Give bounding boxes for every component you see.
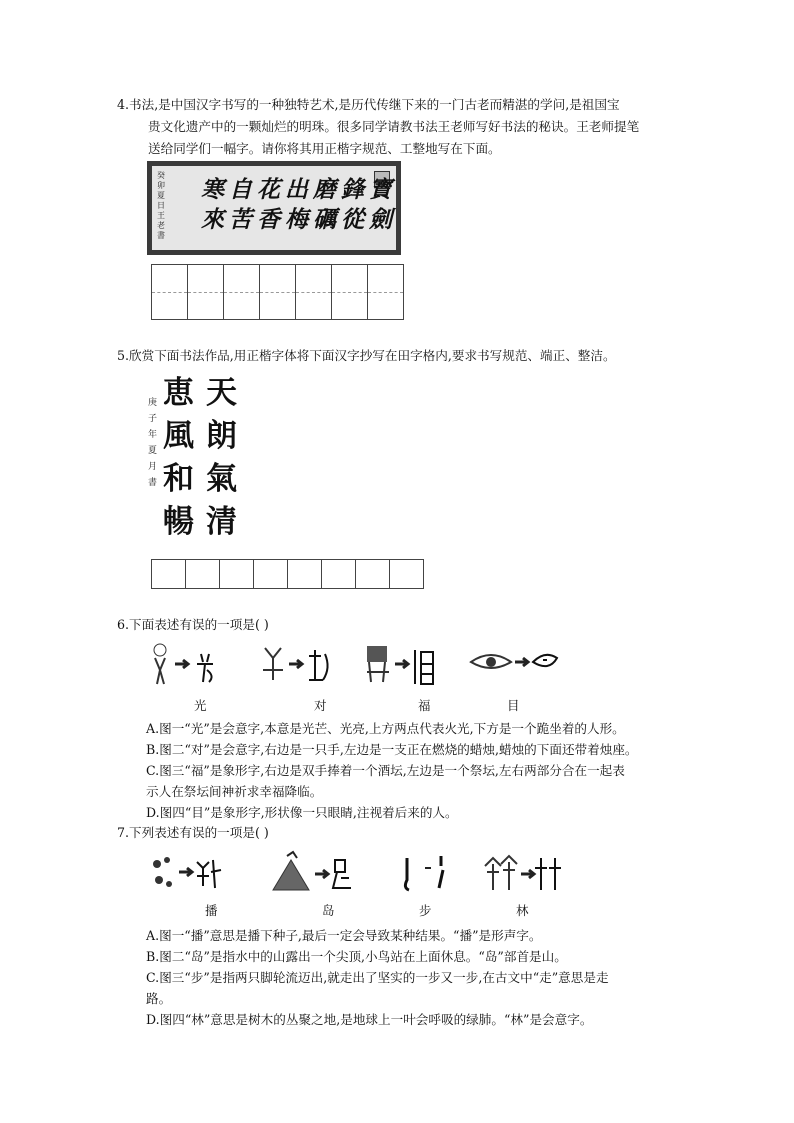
q6-option-d: D.图四“目”是象形字,形状像一只眼睛,注视着后来的人。 (146, 805, 458, 820)
q6-pictographs (145, 640, 565, 690)
grid-cell[interactable] (331, 264, 368, 320)
grid-cell[interactable] (287, 559, 322, 589)
q7-caption-4: 林 (516, 903, 529, 918)
calligraphy-column: 寳劍 (369, 176, 392, 233)
q4-text-line2: 贵文化遗产中的一颗灿烂的明珠。很多同学请教书法王老师写好书法的秘诀。王老师提笔 (148, 119, 640, 134)
q7-option-c-line2: 路。 (146, 991, 172, 1006)
q7-option-a: A.图一“播”意思是播下种子,最后一定会导致某种结果。“播”是形声字。 (146, 928, 542, 943)
calligraphy-artwork (147, 161, 401, 255)
grid-cell[interactable] (151, 264, 188, 320)
grid-cell[interactable] (223, 264, 260, 320)
q6-caption-2: 对 (314, 698, 327, 713)
q7-option-c-line1: C.图三“步”是指两只脚轮流迈出,就走出了坚实的一步又一步,在古文中“走”意思是走 (146, 970, 609, 985)
q4-text-line1: 4.书法,是中国汉字书写的一种独特艺术,是历代传继下来的一门古老而精湛的学问,是祖国宝 (117, 97, 620, 112)
eye-pictograph-icon (471, 655, 557, 668)
step-pictograph-icon (405, 856, 443, 890)
q5-column-left: 天朗氣清 (206, 375, 237, 540)
q5-text-line1: 5.欣赏下面书法作品,用正楷字体将下面汉字抄写在田字格内,要求书写规范、端正、整洁。 (117, 348, 616, 363)
grid-cell[interactable] (367, 264, 404, 320)
q7-option-d: D.图四“林”意思是树木的丛聚之地,是地球上一叶会呼吸的绿肺。“林”是会意字。 (146, 1012, 593, 1027)
grid-cell[interactable] (187, 264, 224, 320)
q7-caption-2: 岛 (322, 903, 335, 918)
blessing-pictograph-icon (367, 646, 433, 684)
grid-cell[interactable] (389, 559, 424, 589)
grid-cell[interactable] (185, 559, 220, 589)
q6-option-c-line1: C.图三“福”是象形字,右边是双手捧着一个酒坛,左边是一个祭坛,左右两部分合在一起表 (146, 763, 625, 778)
light-pictograph-icon (154, 644, 213, 684)
q6-caption-1: 光 (194, 698, 207, 713)
q4-text-line3: 送给同学们一幅字。请你将其用正楷字规范、工整地写在下面。 (148, 141, 501, 156)
pair-pictograph-icon (263, 648, 328, 680)
grid-cell[interactable] (295, 264, 332, 320)
calligraphy-column: 寒來 (201, 176, 224, 233)
calligraphy-column: 花香 (257, 176, 280, 233)
q6-caption-4: 目 (507, 698, 520, 713)
q6-option-b: B.图二“对”是会意字,右边是一只手,左边是一支正在燃烧的蜡烛,蜡烛的下面还带着烛座。 (146, 742, 638, 757)
grid-cell[interactable] (321, 559, 356, 589)
q5-column-right: 恵風和暢 (163, 375, 194, 540)
q6-caption-3: 福 (418, 698, 431, 713)
grid-cell[interactable] (259, 264, 296, 320)
q7-caption-1: 播 (205, 903, 218, 918)
q6-option-a: A.图一“光”是会意字,本意是光芒、光亮,上方两点代表火光,下方是一个跪坐着的人形。 (146, 721, 625, 736)
q5-signature-column: 庚子年夏月書 (148, 398, 158, 488)
calligraphy-column: 出梅 (285, 176, 308, 233)
grid-cell[interactable] (151, 559, 186, 589)
island-pictograph-icon (273, 852, 351, 890)
q6-option-c-line2: 示人在祭坛间神祈求幸福降临。 (146, 784, 323, 799)
forest-pictograph-icon (485, 856, 561, 890)
calligraphy-column: 鋒從 (341, 176, 364, 233)
q7-pictographs (145, 850, 565, 898)
calligraphy-column: 自苦 (229, 176, 252, 233)
q7-stem: 7.下列表述有误的一项是( ) (117, 825, 269, 840)
calligraphy-column: 磨礪 (313, 176, 336, 233)
grid-cell[interactable] (219, 559, 254, 589)
signature-column: 癸卯夏日王老書 (157, 171, 165, 240)
grid-cell[interactable] (355, 559, 390, 589)
q7-option-b: B.图二“岛”是指水中的山露出一个尖顶,小鸟站在上面休息。“岛”部首是山。 (146, 949, 567, 964)
q7-caption-3: 步 (419, 903, 432, 918)
grid-cell[interactable] (253, 559, 288, 589)
sow-pictograph-icon (153, 857, 221, 888)
q6-stem: 6.下面表述有误的一项是( ) (117, 617, 269, 632)
